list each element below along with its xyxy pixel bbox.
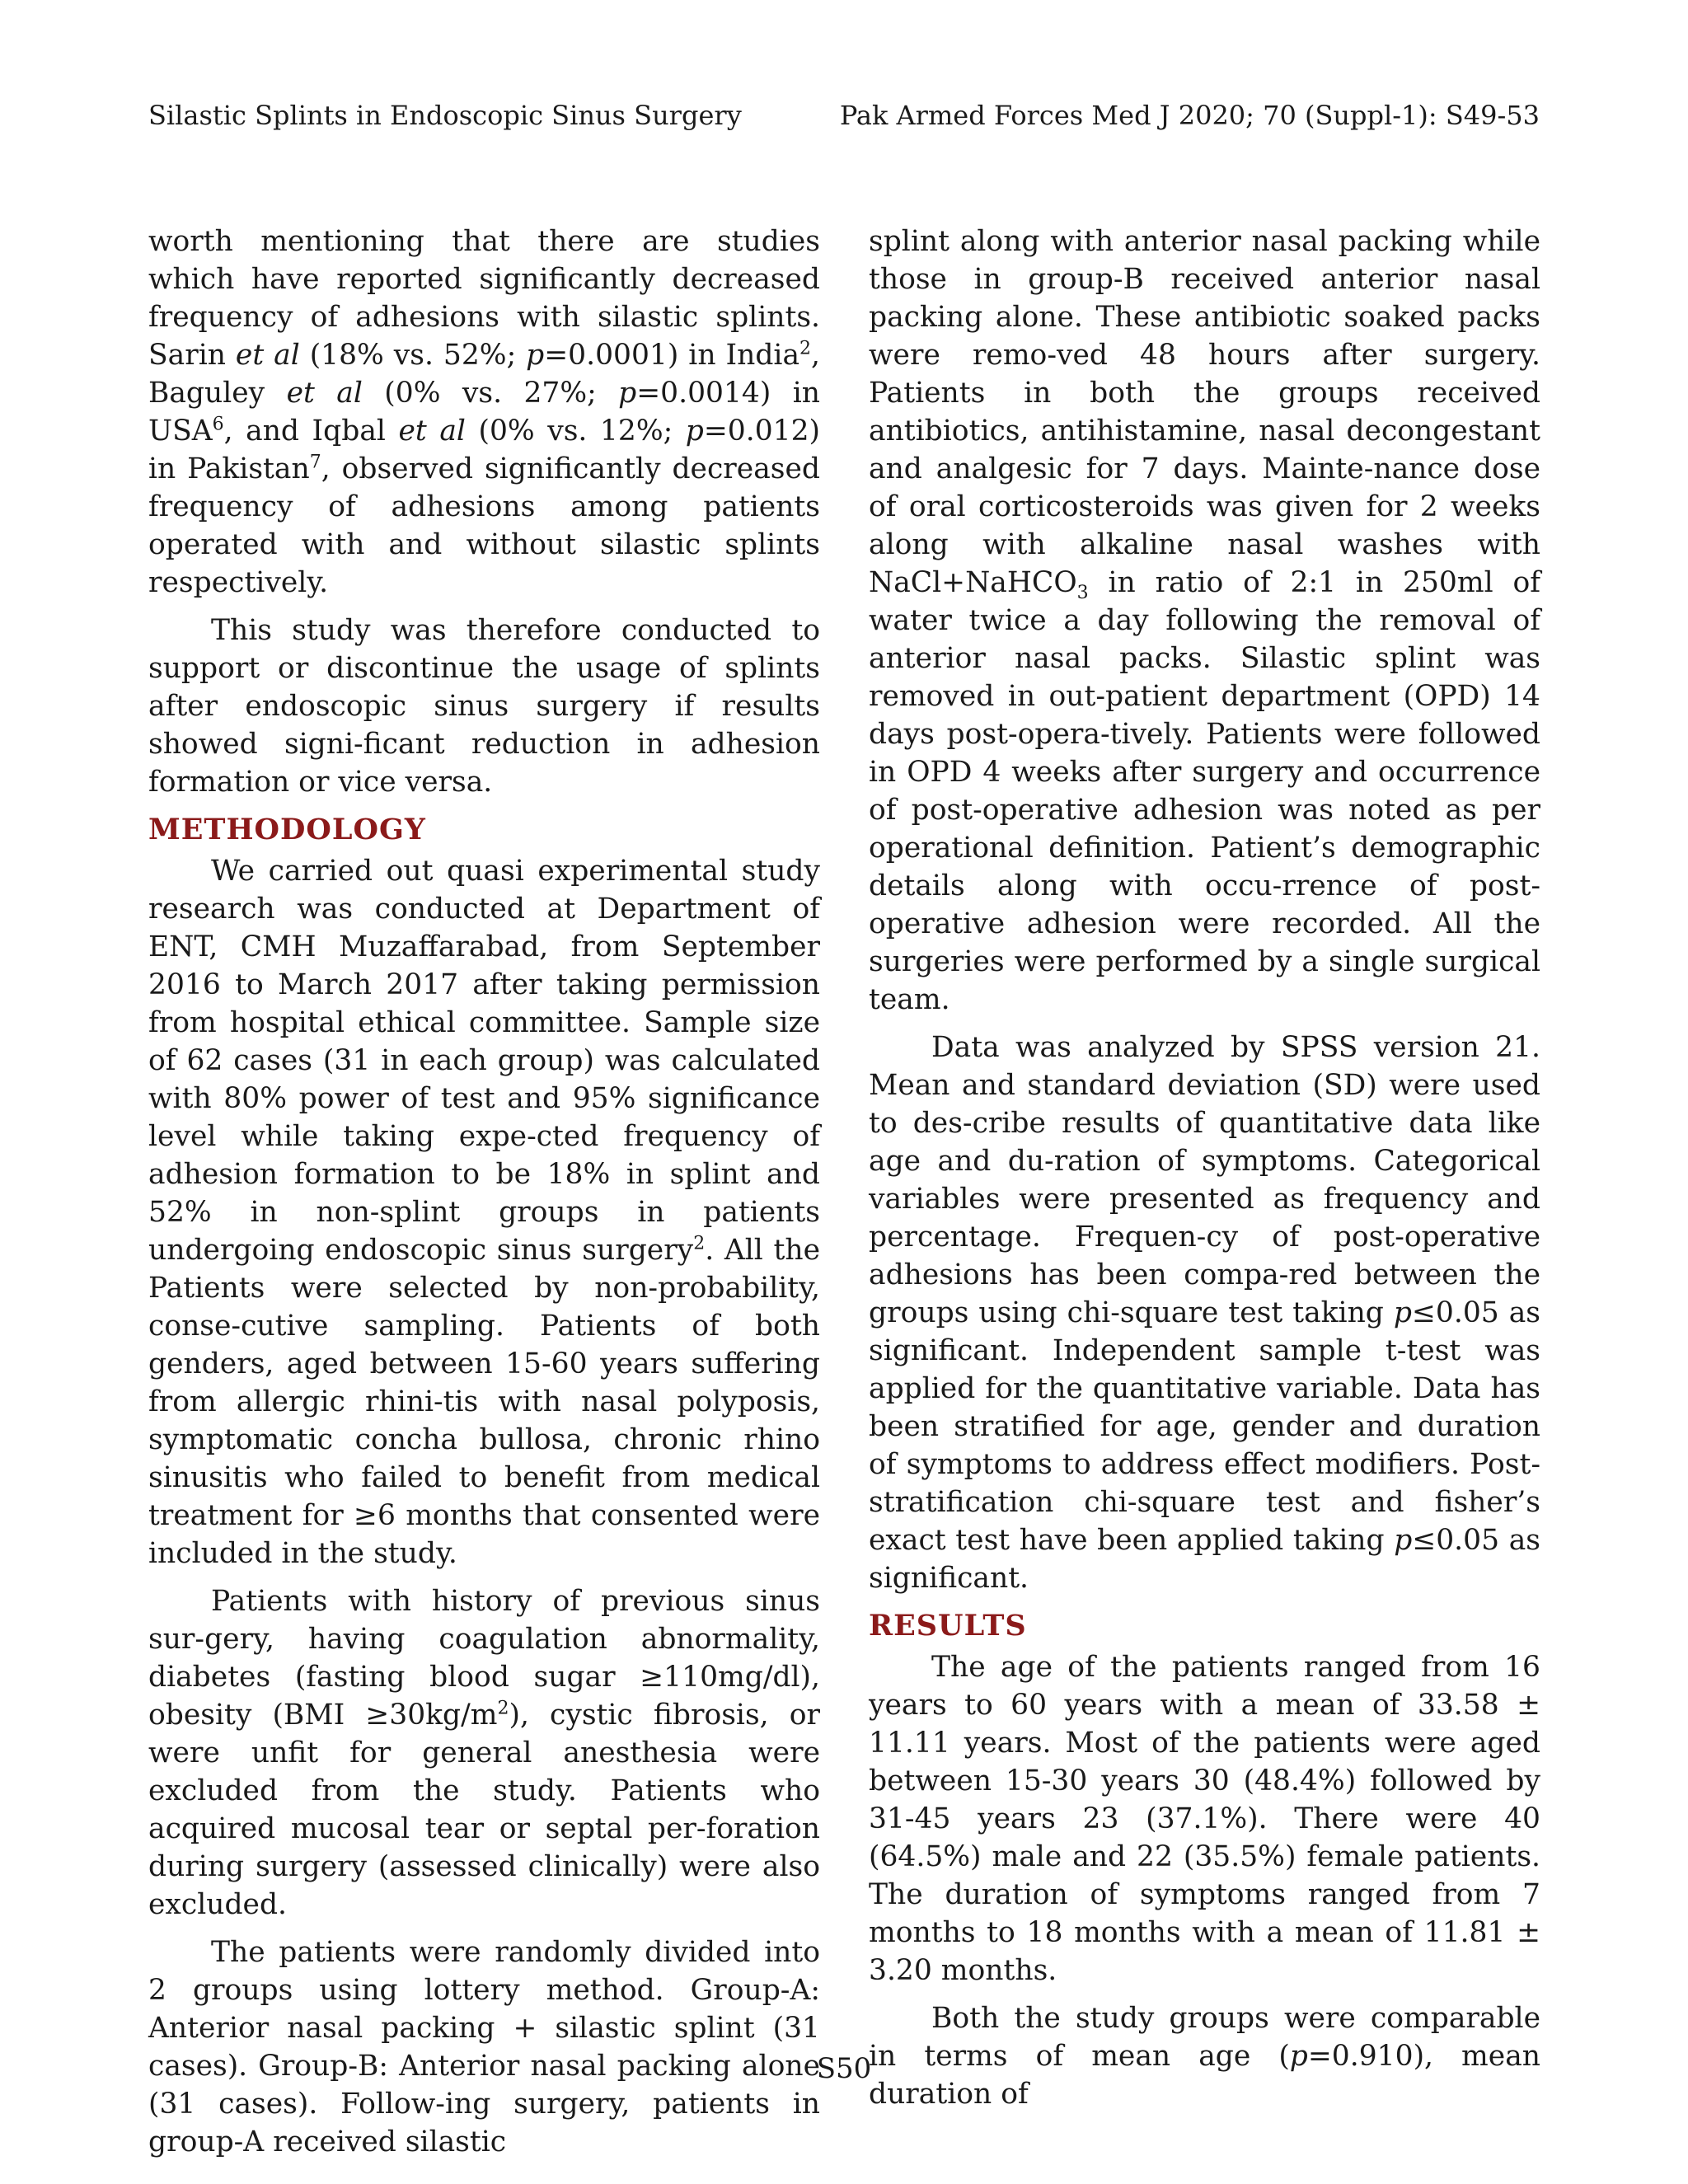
paragraph-intro-continued: worth mentioning that there are studies which have reported significantly decreased frequency of adhesions with silastic splints. Sarin et al (18% vs. 52%; p=0.0001) in India$^2$, Baguley et al (0% vs. 27%; p=0.0014) in USA$^6$, and Iqbal et al (0% vs. 12%; p=0.012) in Pakistan$^7$, observed significantly decreased frequency of adhesions among patients operated with and without silastic splints respectively. — [148, 225, 821, 599]
paragraph-study-aim: This study was therefore conducted to support or discontinue the usage of splints after endoscopic sinus surgery if results showed signi-ficant reduction in adhesion formation or vice versa. — [148, 614, 820, 799]
paragraph-results-comparison: Both the study groups were comparable in terms of mean age (p=0.910), mean duration of — [869, 2002, 1540, 2111]
running-header-title: Silastic Splints in Endoscopic Sinus Surgery — [148, 100, 742, 131]
section-heading-results: RESULTS — [869, 1609, 1027, 1643]
page-number: S50 — [816, 2052, 872, 2085]
running-header-citation: Pak Armed Forces Med J 2020; 70 (Suppl-1): S49-53 — [839, 100, 1540, 131]
paragraph-exclusion-criteria: Patients with history of previous sinus sur-gery, having coagulation abnormality, diabetes (fasting blood sugar ≥110mg/dl), obesity $(BMI \ge 30kg/m^2)$, cystic fibrosis, or were unfit for general anesthesia were excluded from the study. Patients who acquired mucosal tear or septal per-foration during surgery (assessed clinically) were also excluded. — [148, 1585, 820, 1921]
paragraph-results-demographics: The age of the patients ranged from 16 years to 60 years with a mean of 33.58 ± 11.11 years. Most of the patients were aged between 15-30 years 30 (48.4%) followed by 31-45 years 23 (37.1%). There were 40 (64.5%) male and 22 (35.5%) female patients. The duration of symptoms ranged from 7 months to 18 months with a mean of 11.81 ± 3.20 months. — [869, 1651, 1540, 1987]
left-column — [148, 223, 820, 2171]
section-heading-methodology: METHODOLOGY — [148, 813, 426, 846]
paragraph-grouping: The patients were randomly divided into 2 groups using lottery method. Group-A: Anterior nasal packing + silastic splint (31 cases). Group-B: Anterior nasal packing alone (31 cases). Follow-ing surgery, patients in group-A received silastic — [148, 1936, 820, 2158]
right-column — [869, 223, 1540, 2123]
paragraph-methodology: We carried out quasi experimental study research was conducted at Department of ENT, CMH Muzaffarabad, from September 2016 to March 2017 after taking permission from hospital ethical committee. Sample size of 62 cases (31 in each group) was calculated with 80% power of test and 95% significance level while taking expe-cted frequency of adhesion formation to be 18% in splint and 52% in non-splint groups in patients undergoing endoscopic sinus surgery$^2$. All the Patients were selected by non-probability, conse-cutive sampling. Patients of both genders, aged between 15-60 years suffering from allergic rhini-tis with nasal polyposis, symptomatic concha bullosa, chronic rhino sinusitis who failed to benefit from medical treatment for ≥6 months that consented were included in the study. — [148, 855, 820, 1570]
paragraph-data-analysis: Data was analyzed by SPSS version 21. Mean and standard deviation (SD) were used to des-cribe results of quantitative data like age and du-ration of symptoms. Categorical variables were presented as frequency and percentage. Frequen-cy of post-operative adhesions has been compa-red between the groups using chi-square test taking p≤0.05 as significant. Independent sample t-test was applied for the quantitative variable. Data has been stratified for age, gender and duration of symptoms to address effect modifiers. Post-stratification chi-square test and fisher’s exact test have been applied taking p≤0.05 as significant. — [869, 1031, 1541, 1595]
paragraph-procedure: splint along with anterior nasal packing while those in group-B received anterior nasal packing alone. These antibiotic soaked packs were remo-ved 48 hours after surgery. Patients in both the groups received antibiotics, antihistamine, nasal decongestant and analgesic for 7 days. Mainte-nance dose of oral corticosteroids was given for 2 weeks along with alkaline nasal washes with NaCl+NaHCO$_3$ in ratio of 2:1 in 250ml of water twice a day following the removal of anterior nasal packs. Silastic splint was removed in out-patient department (OPD) 14 days post-opera-tively. Patients were followed in OPD 4 weeks after surgery and occurrence of post-operative adhesion was noted as per operational definition. Patient’s demographic details along with occu-rrence of post-operative adhesion were recorded. All the surgeries were performed by a single surgical team. — [869, 225, 1540, 1016]
